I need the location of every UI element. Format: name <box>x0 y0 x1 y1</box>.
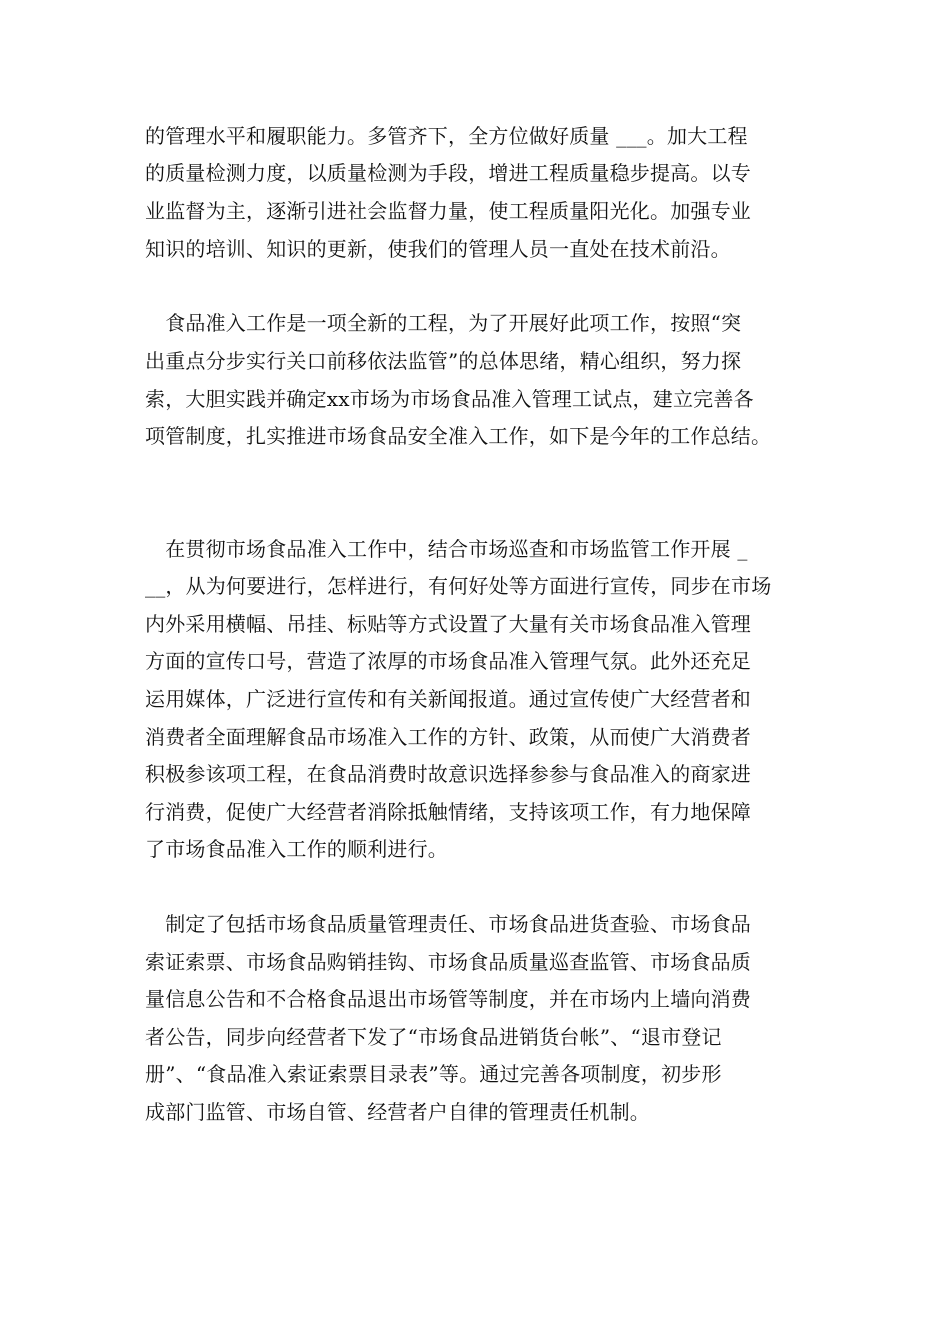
text-line: 者公告，同步向经营者下发了“市场食品进销货台帐”、“退市登记 <box>145 1025 722 1049</box>
text-line: 制定了包括市场食品质量管理责任、市场食品进货查验、市场食品 <box>145 912 751 936</box>
text-line: 量信息公告和不合格食品退出市场管等制度，并在市场内上墙向消费 <box>145 987 751 1011</box>
text-line: __，从为何要进行，怎样进行，有何好处等方面进行宣传，同步在市场 <box>145 574 772 598</box>
text-line: 在贯彻市场食品准入工作中，结合市场巡查和市场监管工作开展 _ <box>145 537 748 561</box>
text-line: 积极参该项工程，在食品消费时故意识选择参参与食品准入的商家进 <box>145 762 751 786</box>
text-line: 出重点分步实行关口前移依法监管”的总体思绪，精心组织，努力探 <box>145 349 742 373</box>
text-line: 了市场食品准入工作的顺利进行。 <box>145 837 448 861</box>
text-line: 索证索票、市场食品购销挂钩、市场食品质量巡查监管、市场食品质 <box>145 950 751 974</box>
text-line: 内外采用横幅、吊挂、标贴等方式设置了大量有关市场食品准入管理 <box>145 612 751 636</box>
text-line: 方面的宣传口号，营造了浓厚的市场食品准入管理气氛。此外还充足 <box>145 649 751 673</box>
text-line: 运用媒体，广泛进行宣传和有关新闻报道。通过宣传使广大经营者和 <box>145 687 751 711</box>
text-line: 册”、“食品准入索证索票目录表”等。通过完善各项制度，初步形 <box>145 1062 722 1086</box>
text-line: 成部门监管、市场自管、经营者户自律的管理责任机制。 <box>145 1100 650 1124</box>
text-line: 知识的培训、知识的更新，使我们的管理人员一直处在技术前沿。 <box>145 237 731 261</box>
text-line: 业监督为主，逐渐引进社会监督力量，使工程质量阳光化。加强专业 <box>145 199 751 223</box>
text-line: 消费者全面理解食品市场准入工作的方针、政策，从而使广大消费者 <box>145 725 751 749</box>
text-line: 项管制度，扎实推进市场食品安全准入工作，如下是今年的工作总结。 <box>145 424 772 448</box>
text-line: 的质量检测力度，以质量检测为手段，增进工程质量稳步提高。以专 <box>145 161 751 185</box>
text-line: 索，大胆实践并确定xx市场为市场食品准入管理工试点，建立完善各 <box>145 387 754 411</box>
text-line: 行消费，促使广大经营者消除抵触情绪，支持该项工作，有力地保障 <box>145 800 751 824</box>
text-line: 的管理水平和履职能力。多管齐下，全方位做好质量 ___。加大工程 <box>145 124 748 148</box>
text-line: 食品准入工作是一项全新的工程，为了开展好此项工作，按照“突 <box>145 311 742 335</box>
